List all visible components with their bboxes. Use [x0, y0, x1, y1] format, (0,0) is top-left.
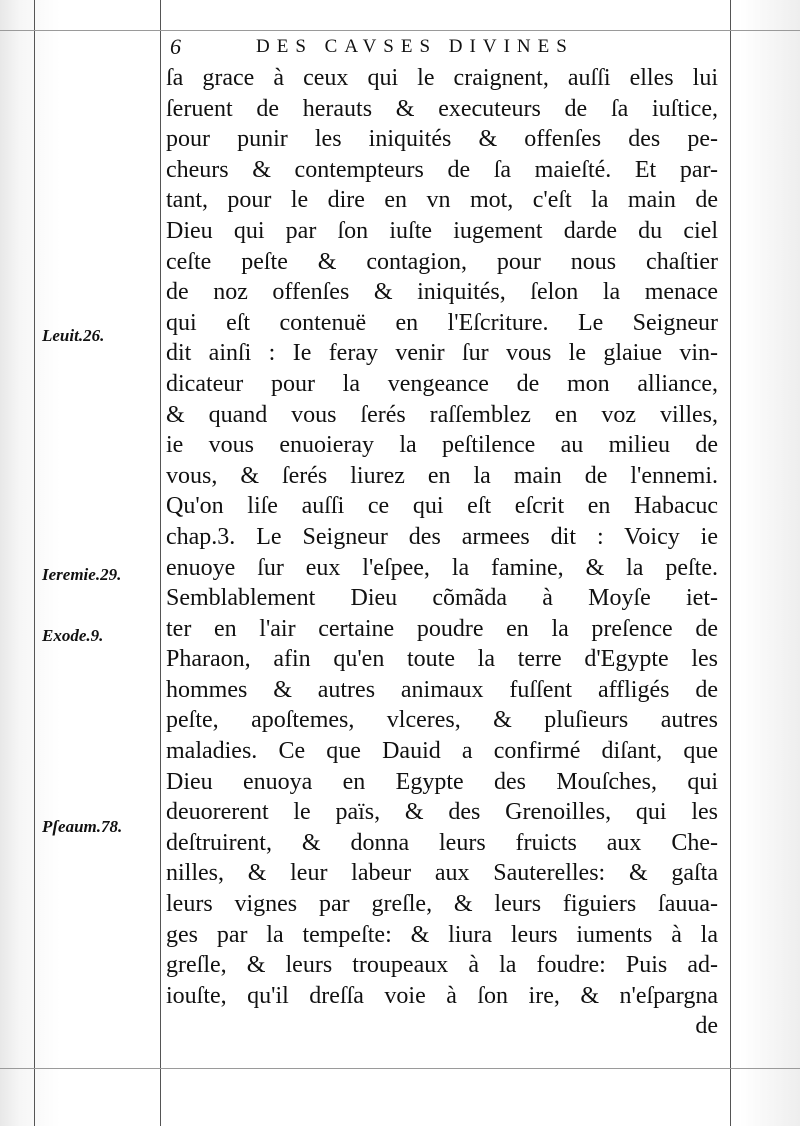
- text-line: ges par la tempeſte: & liura leurs iuments à la: [166, 921, 718, 948]
- text-line: tant, pour le dire en vn mot, c'eſt la main de: [166, 187, 718, 214]
- text-line: ie vous enuoieray la peſtilence au milieu de: [166, 432, 718, 459]
- margin-note-leuit: Leuit.26.: [42, 326, 105, 345]
- left-margin-rule: [34, 0, 35, 1126]
- page-header: [168, 34, 728, 64]
- gutter-rule: [160, 0, 161, 1126]
- text-line: qui eſt contenuë en l'Eſcriture. Le Seigneur: [166, 309, 718, 336]
- text-line: ceſte peſte & contagion, pour nous chaſtier: [166, 248, 718, 275]
- text-line: deſtruirent, & donna leurs fruicts aux Che-: [166, 829, 718, 856]
- text-line: dicateur pour la vengeance de mon alliance,: [166, 370, 718, 397]
- running-head: DES CAVSES DIVINES: [256, 36, 574, 57]
- margin-note-pseaum: Pſeaum.78.: [42, 817, 123, 836]
- text-line: ter en l'air certaine poudre en la preſence de: [166, 615, 718, 642]
- text-line: Qu'on liſe auſſi ce qui eſt eſcrit en Habacuc: [166, 493, 718, 520]
- text-line: cheurs & contempteurs de ſa maieſté. Et par-: [166, 156, 718, 183]
- text-line: ſeruent de herauts & executeurs de ſa iuſtice,: [166, 95, 718, 122]
- text-line: peſte, apoſtemes, vlceres, & pluſieurs autres: [166, 707, 718, 734]
- text-line: pour punir les iniquités & offenſes des pe-: [166, 126, 718, 153]
- text-line: enuoye ſur eux l'eſpee, la famine, & la peſte.: [166, 554, 718, 581]
- text-line: Dieu enuoya en Egypte des Mouſches, qui: [166, 768, 718, 795]
- text-line: Pharaon, afin qu'en toute la terre d'Egypte les: [166, 646, 718, 673]
- text-line: Dieu qui par ſon iuſte iugement darde du ciel: [166, 217, 718, 244]
- text-line: iouſte, qu'il dreſſa voie à ſon ire, & n'eſpargna: [166, 982, 718, 1009]
- right-margin-rule: [730, 0, 731, 1126]
- text-line: dit ainſi : Ie feray venir ſur vous le glaiue vin-: [166, 340, 718, 367]
- text-line: vous, & ſerés liurez en la main de l'ennemi.: [166, 462, 718, 489]
- text-line: Semblablement Dieu cõmãda à Moyſe iet-: [166, 585, 718, 612]
- text-line: nilles, & leur labeur aux Sauterelles: & gaſta: [166, 860, 718, 887]
- text-line: de noz offenſes & iniquités, ſelon la menace: [166, 279, 718, 306]
- page-number: 6: [170, 34, 181, 59]
- margin-note-exode: Exode.9.: [42, 626, 104, 645]
- text-line: greſle, & leurs troupeaux à la foudre: Puis ad-: [166, 952, 718, 979]
- text-line: leurs vignes par greſle, & leurs figuiers ſauua-: [166, 891, 718, 918]
- text-line: ſa grace à ceux qui le craignent, auſſi elles lui: [166, 65, 718, 91]
- margin-note-ieremie: Ieremie.29.: [42, 565, 122, 584]
- text-line: deuorerent le païs, & des Grenoilles, qui les: [166, 799, 718, 826]
- text-line: maladies. Ce que Dauid a confirmé diſant, que: [166, 738, 718, 765]
- body-text: [166, 63, 718, 1042]
- bottom-rule: [0, 1068, 800, 1069]
- text-line: hommes & autres animaux fuſſent affligés de: [166, 676, 718, 703]
- top-rule: [0, 30, 800, 31]
- catchword: de: [695, 1013, 718, 1040]
- text-line: chap.3. Le Seigneur des armees dit : Voicy ie: [166, 523, 718, 550]
- text-line: & quand vous ſerés raſſemblez en voz villes,: [166, 401, 718, 428]
